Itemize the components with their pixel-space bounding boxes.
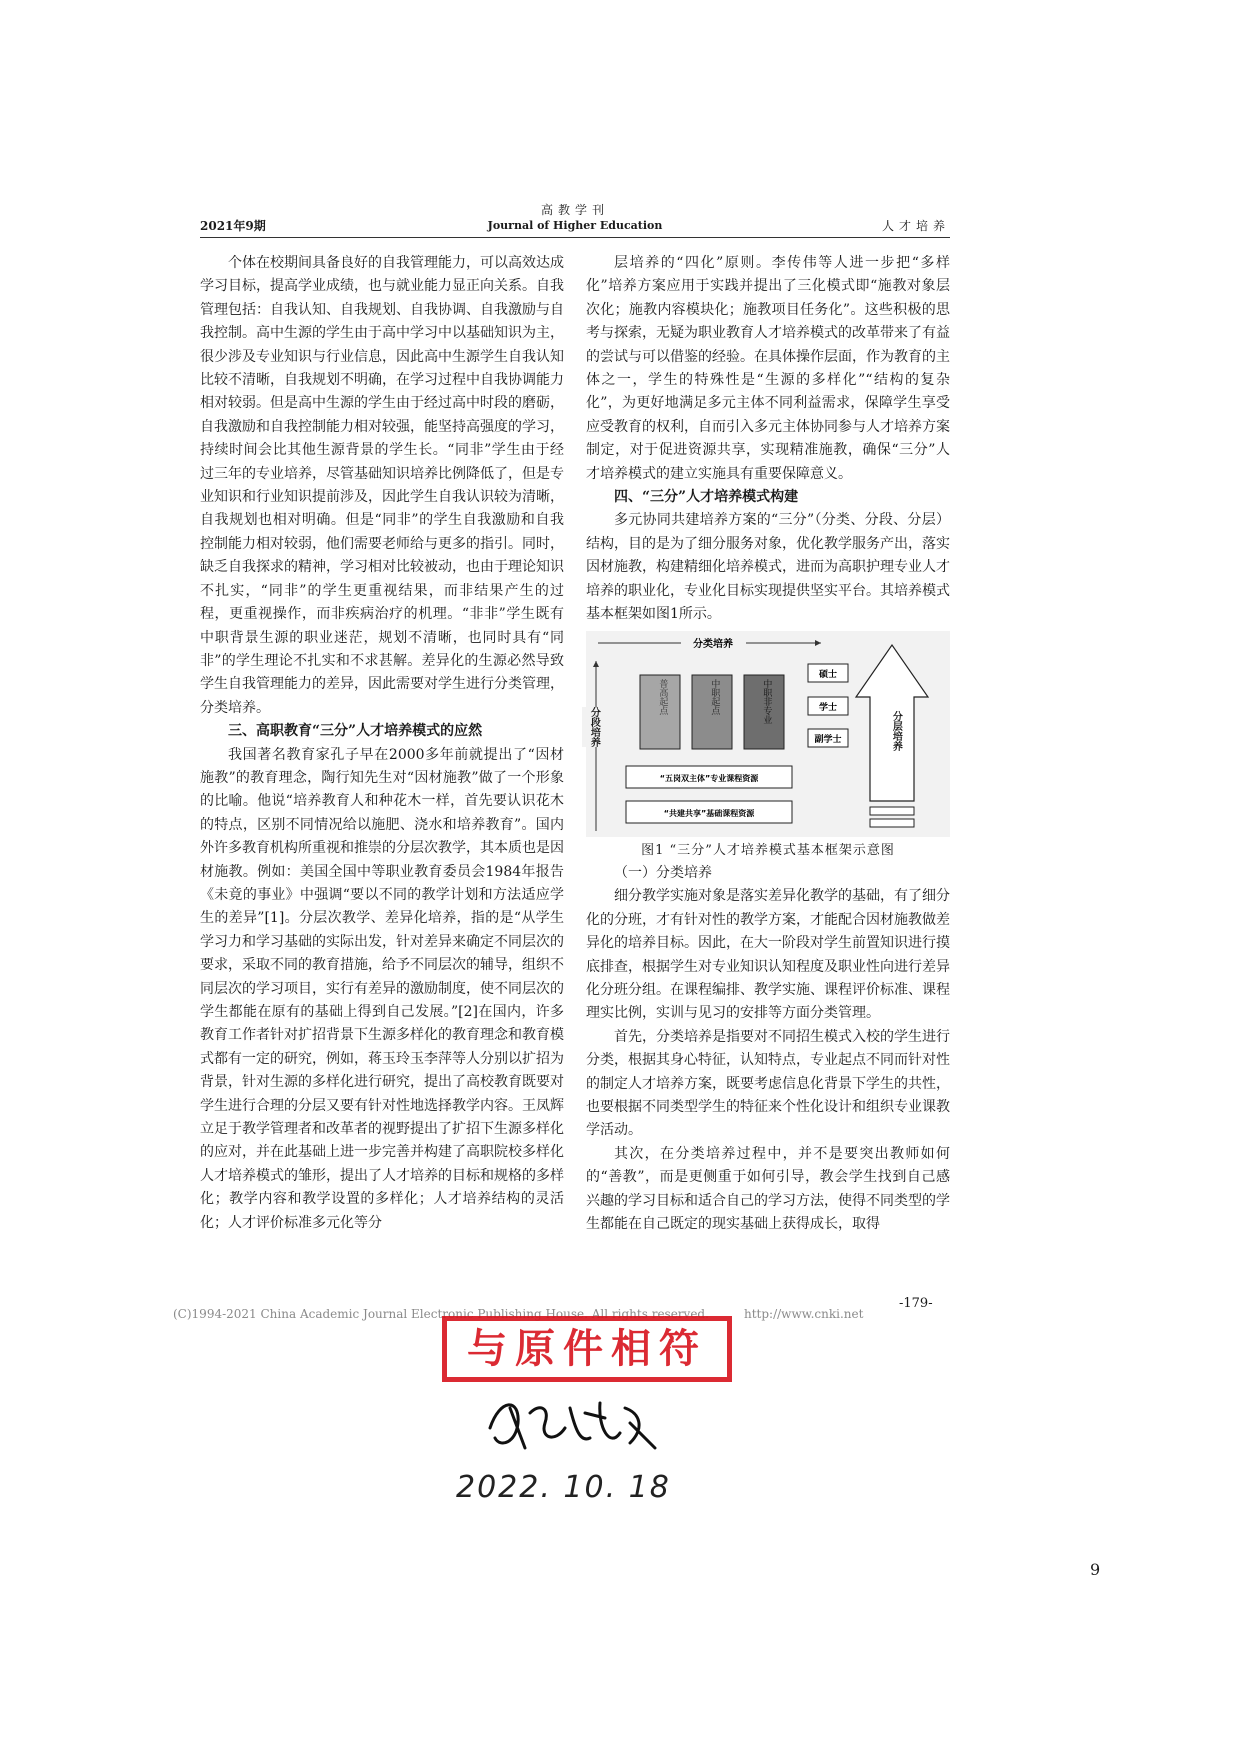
bar1-label-box <box>650 679 670 745</box>
bar3-label: 中职非专业 <box>761 678 772 724</box>
handwritten-signature <box>480 1388 680 1458</box>
resource-basic: “共建共享”基础课程资源 <box>663 808 755 818</box>
left-column <box>200 252 564 1235</box>
journal-title-en: Journal of Higher Education <box>487 219 663 232</box>
paragraph: 个体在校期间具备良好的自我管理能力，可以高效达成学习目标，提高学业成绩，也与就业能力显正向关系。自我管理包括：自我认知、自我规划、自我协调、自我激励与自我控制。高中生源的学生由于高中学习中以基础知识为主，很少涉及专业知识与行业信息，因此高中生源学生自我认知比较不清晰，自我规划不明确，在学习过程中自我协调能力相对较弱。但是高中生源的学生由于经过高中时段的磨砺，自我激励和自我控制能力相对较强，能坚持高强度的学习，持续时间会比其他生源背景的学生长。“同非”学生由于经过三年的专业培养，尽管基础知识培养比例降低了，但是专业知识和行业知识提前涉及，因此学生自我认识较为清晰，自我规划也相对明确。但是“同非”的学生自我激励和自我控制能力相对较弱，他们需要老师给与更多的指引。同时，缺乏自我探求的精神，学习相对比较被动，也由于理论知识不扎实，“同非”的学生更重视结果，而非结果产生的过程，更重视操作，而非疾病治疗的机理。“非非”学生既有中职背景生源的职业迷茫，规划不清晰，也同时具有“同非”的学生理论不扎实和不求甚解。差异化的生源必然导致学生自我管理能力的差异，因此需要对学生进行分类管理，分类培养。 <box>200 255 564 716</box>
bar2-label: 中职起点 <box>709 678 720 715</box>
resource-professional: “五岗双主体”专业课程资源 <box>659 773 759 783</box>
level-associate: 副学士 <box>814 734 842 745</box>
paragraph: 层培养的“四化”原则。李传伟等人进一步把“多样化”培养方案应用于实践并提出了三化模式即“施教对象层次化；施教内容模块化；施教项目任务化”。这些积极的思考与探索，无疑为职业教育人才培养模式的改革带来了有益的尝试与可以借鉴的经验。在具体操作层面，作为教育的主体之一，学生的特殊性是“生源的多样化”“结构的复杂化”，为更好地满足多元主体不同利益需求，保障学生享受应受教育的权利，自而引入多元主体协同参与人才培养方案制定，对于促进资源共享，实现精准施教，确保“三分”人才培养模式的建立实施具有重要保障意义。 <box>586 255 950 482</box>
label-layer-box <box>884 711 900 771</box>
label-stage-box <box>582 707 598 767</box>
arrow-base-2 <box>870 819 914 827</box>
figure-caption: 图1 “三分”人才培养模式基本框架示意图 <box>641 842 895 858</box>
section-heading-4: 四、“三分”人才培养模式构建 <box>614 489 799 506</box>
issue-label: 2021年9期 <box>200 219 266 233</box>
scan-page-number: 9 <box>1090 1560 1101 1579</box>
label-stage: 分段培养 <box>582 707 605 747</box>
label-layer: 分层培养 <box>890 710 902 751</box>
paragraph: 细分教学实施对象是落实差异化教学的基础，有了细分化的分班，才有针对性的教学方案，才能配合因材施教做差异化的培养目标。因此，在大一阶段对学生前置知识进行摸底排查，根据学生对专业知识认知程度及职业性向进行差异化分班分组。在课程编排、教学实施、课程评价标准、课程理实比例，实训与见习的安排等方面分类管理。 <box>586 888 950 1022</box>
certification-stamp: 与原件相符 <box>442 1316 732 1382</box>
paragraph: 首先，分类培养是指要对不同招生模式入校的学生进行分类，根据其身心特征，认知特点，专业起点不同而针对性的制定人才培养方案，既要考虑信息化背景下学生的共性，也要根据不同类型学生的特征来个性化设计和组织专业课教学活动。 <box>586 1028 950 1139</box>
right-column <box>586 252 950 1236</box>
signature-date: 2022. 10. 18 <box>456 1470 671 1505</box>
paragraph: 其次，在分类培养过程中，并不是要突出教师如何的“善教”，而是更侧重于如何引导，教会学生找到自己感兴趣的学习目标和适合自己的学习方法，使得不同类型的学生都能在自己既定的现实基础上获得成长，取得 <box>586 1145 950 1232</box>
figure-1-framework <box>586 631 950 837</box>
bar3-label-box <box>754 679 774 745</box>
paragraph: 我国著名教育家孔子早在2000多年前就提出了“因材施教”的教育理念，陶行知先生对“因材施教”做了一个形象的比喻。他说“培养教育人和种花木一样，首先要认识花木的特点，区别不同情况给以施肥、浇水和培养教育”。国内外许多教育机构所重视和推崇的分层次教学，其本质也是因材施教。例如：美国全国中等职业教育委员会1984年报告《未竟的事业》中强调“要以不同的教学计划和方法适应学生的差异”[1]。分层次教学、差异化培养，指的是“从学生学习力和学习基础的实际出发，针对差异来确定不同层次的要求，采取不同的教育措施，给予不同层次的辅导，组织不同层次的学习项目，实行有差异的激励制度，使不同层次的学生都能在原有的基础上得到自己发展。”[2]在国内，许多教育工作者针对扩招背景下生源多样化的教育理念和教育模式都有一定的研究，例如，蒋玉玲玉李萍等人分别以扩招为背景，针对生源的多样化进行研究，提出了高校教育既要对学生进行合理的分层又要有针对性地选择教学内容。王凤辉立足于教学管理者和改革者的视野提出了扩招下生源多样化的应对，并在此基础上进一步完善并构建了高职院校多样化人才培养模式的雏形，提出了人才培养的目标和规格的多样化；教学内容和教学设置的多样化；人才培养结构的灵活化；人才评价标准多元化等分 <box>200 746 564 1231</box>
footer-copyright: (C)1994-2021 China Academic Journal Electronic Publishing House. All rights reserved. <box>173 1307 709 1321</box>
level-master: 硕士 <box>818 669 838 680</box>
footer-url: http://www.cnki.net <box>744 1307 864 1321</box>
bar2-label-box <box>702 679 722 745</box>
framework-diagram <box>586 631 950 837</box>
journal-title <box>200 202 950 234</box>
section-heading-3: 三、高职教育“三分”人才培养模式的应然 <box>228 723 483 740</box>
level-bachelor: 学士 <box>818 702 838 713</box>
header-rule <box>200 237 950 238</box>
page-header <box>200 202 950 238</box>
paragraph: 多元协同共建培养方案的“三分”（分类、分段、分层）结构，目的是为了细分服务对象，优化教学服务产出，落实因材施教，构建精细化培养模式，进而为高职护理专业人才培养的职业化，专业化目标实现提供坚实平台。其培养模式基本框架如图1所示。 <box>586 512 950 623</box>
signature-stroke <box>490 1403 655 1448</box>
journal-title-cn: 高教学刊 <box>540 203 609 217</box>
bar1-label: 普高起点 <box>657 678 668 715</box>
subsection-heading: （一）分类培养 <box>614 864 712 881</box>
arrow-base-1 <box>870 807 914 815</box>
section-label: 人才培养 <box>881 219 950 233</box>
page-folio: -179- <box>899 1296 933 1311</box>
label-classify: 分类培养 <box>693 638 733 650</box>
